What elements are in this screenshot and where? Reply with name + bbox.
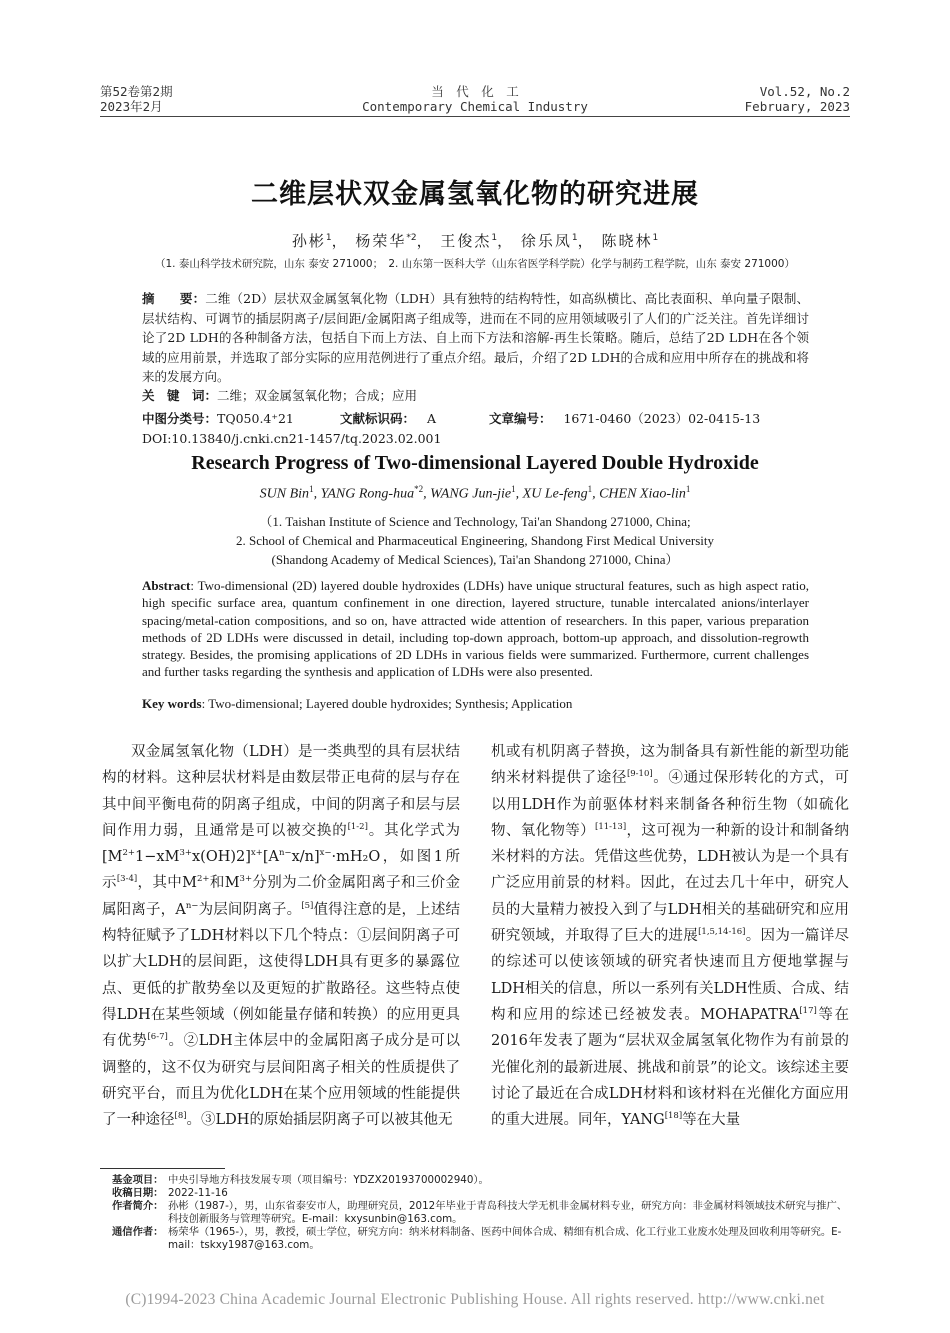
running-header-right [745, 84, 850, 114]
body-text: 等在2016年发表了题为“层状双金属氢氧化物作为有前景的光催化剂的最新进展、挑战和前景”的论文。该综述主要讨论了最近在合成LDH材料和该材料在光催化方面应用的重大进展。同年，YANG [491, 1006, 850, 1129]
body-text: 和M [209, 875, 240, 892]
footnote-divider [100, 1168, 225, 1169]
footnote-text: 中央引导地方科技发展专项（项目编号：YDZX20193700002940）。 [168, 1174, 489, 1186]
author-affiliation-mark: 1 [685, 484, 691, 494]
document-code-field [340, 409, 436, 427]
journal-name-cn: 当 代 化 工 [431, 84, 519, 99]
author-affiliation-mark: 1 [571, 233, 578, 243]
body-text: ，这可视为一种新的设计和制备纳米材料的方法。凭借这些优势，LDH被认为是一个具有广泛应用前景的材料。因此，在过去几十年中，研究人员的大量精力被投入到了与LDH相关的基础研究和应用研究领域，并取得了巨大的进展 [491, 822, 850, 945]
citation[interactable]: [17] [799, 1006, 817, 1017]
affiliation-cn: （1. 泰山科学技术研究院，山东 泰安 271000； 2. 山东第一医科大学（山东省医学科学院）化学与制药工程学院，山东 泰安 271000） [155, 258, 795, 270]
article-number-field [489, 409, 760, 427]
clc-value: TQ050.4⁺21 [217, 411, 294, 426]
author-name: 徐乐凤 [520, 232, 572, 250]
article-number-value: 1671-0460（2023）02-0415-13 [563, 411, 761, 426]
author-affiliation-mark: 1 [491, 233, 498, 243]
citation[interactable]: [6-7] [147, 1032, 168, 1043]
body-text: 1−xM [135, 849, 180, 866]
keywords-label-cn: 关 键 词： [142, 388, 218, 403]
paper-title-cn: 二维层状双金属氢氧化物的研究进展 [251, 179, 699, 210]
keywords-text-en: : Two-dimensional; Layered double hydroxides; Synthesis; Application [201, 696, 573, 711]
footnote-received-date [112, 1187, 857, 1200]
superscript: 2+ [122, 848, 136, 859]
doi[interactable]: DOI:10.13840/j.cnki.cn21-1457/tq.2023.02.001 [142, 431, 442, 446]
citation[interactable]: [3-4] [116, 874, 138, 885]
affiliation-line: (Shandong Academy of Medical Sciences), Tai'an Shandong 271000, China） [271, 552, 679, 567]
author-affiliation-mark: 1 [309, 484, 314, 494]
author-affiliation-mark: 1 [587, 484, 593, 494]
citation[interactable]: [1,5,14-16] [698, 927, 746, 938]
body-text: 双金属氢氧化物（LDH）是一类典型的具有层状结构的材料。这种层状材料是由数层带正电荷的层与存在其中间平衡电荷的阴离子组成，中间的阴离子和层与层间作用力弱，且通常是可以被交换的 [102, 744, 460, 839]
superscript: 3+ [179, 848, 192, 859]
paper-title-en: Research Progress of Two-dimensional Layered Double Hydroxide [191, 452, 759, 474]
author-affiliation-mark: 1 [325, 233, 332, 243]
body-column-left [102, 739, 460, 1133]
keywords-en [142, 696, 572, 712]
superscript: n− [278, 848, 292, 859]
document-code-label: 文献标识码： [340, 411, 416, 426]
footnote-text: 孙彬（1987-），男，山东省泰安市人，助理研究员，2012年毕业于青岛科技大学无机非金属材料专业，研究方向：非金属材料领域技术研究与推广、科技创新服务与管理等研究。E-mail：kxysunbin@163.com。 [168, 1200, 848, 1225]
author-list-cn: 孙彬$^1$， 杨荣华$^{*2}$， 王俊杰$^1$， 徐乐凤$^1$， 陈晓林$^1$ [291, 232, 659, 250]
body-text: 等在大量 [682, 1112, 741, 1129]
author-name: YANG Rong-hua [320, 486, 415, 502]
journal-name-en: Contemporary Chemical Industry [362, 99, 588, 114]
superscript: x− [319, 848, 332, 859]
author-name: CHEN Xiao-lin [599, 486, 686, 502]
footnote-corresponding-author [112, 1226, 857, 1252]
body-text: 为层间阴离子。 [198, 901, 302, 918]
body-text: ·mH₂O，如图1所示 [102, 849, 460, 892]
author-name: WANG Jun-jie [430, 486, 512, 502]
superscript: x+ [250, 848, 263, 859]
keywords-cn [142, 386, 417, 404]
body-text: 值得注意的是，上述结构特征赋予了LDH材料以下几个特点：①层间阴离子可以扩大LDH的层间距，这使得LDH具有更多的暴露位点、更低的扩散势垒以及更短的扩散路径。这些特点使得LDH在某些领域（例如能量存储和转换）的应用更具有优势 [102, 901, 460, 1050]
body-text: 分别为二价金属阳离子和三价金属阳离子，A [102, 875, 461, 918]
author-name: SUN Bin [259, 486, 310, 502]
citation[interactable]: [5] [301, 900, 314, 911]
body-text: 机或有机阴离子替换，这为制备具有新性能的新型功能纳米材料提供了途径 [491, 744, 849, 787]
body-text: ，其中M [137, 875, 197, 892]
volume-issue: 第52卷第2期 [100, 84, 173, 99]
footnote-text: 杨荣华（1965-），男，教授，硕士学位，研究方向：纳米材料制备、医药中间体合成、精细有机合成、化工行业工业废水处理及回收利用等研究。E-mail：tskxy1987@163.com。 [168, 1226, 842, 1251]
abstract-text-en: : Two-dimensional (2D) layered double hydroxides (LDHs) have unique structural features, such as high aspect ratio, high specific surface area, quantum confinement in one direction, layered structure, tunable intercalated anions/interlayer spacing/metal-cation compositions, and so on, have attracted wide attention of researchers. In this paper, various preparation methods of 2D LDHs were discussed in detail, including top-down approach, bottom-up approach, and dissolution-regrowth strategy. Besides, the promising applications of 2D LDHs in various fields were summarized. Furthermore, current challenges and further tasks regarding the synthesis and application of LDHs were also presented. [142, 578, 809, 680]
citation[interactable]: [1-2] [347, 822, 368, 833]
body-text: 。因为一篇详尽的综述可以使该领域的研究者快速而且方便地掌握与LDH相关的信息，所以一系列有关LDH性质、合成、结构和应用的综述已经被发表。MOHAPATRA [491, 928, 849, 1023]
author-name: 杨荣华 [355, 232, 407, 250]
author-affiliation-mark: 1 [652, 233, 659, 243]
body-text: 。④通过保形转化的方式，可以用LDH作为前驱体材料来制备各种衍生物（如硫化物、氧化物等） [491, 770, 850, 839]
keywords-label-en: Key words [142, 696, 202, 711]
footnote-author-bio [112, 1200, 857, 1226]
citation[interactable]: [18] [664, 1111, 683, 1122]
abstract-label-en: Abstract [142, 578, 191, 593]
author-name: 王俊杰 [440, 232, 492, 250]
author-name: 陈晓林 [601, 232, 653, 250]
publication-date: 2023年2月 [100, 99, 163, 114]
citation[interactable]: [8] [174, 1111, 187, 1122]
affiliation-line: 2. School of Chemical and Pharmaceutical Engineering, Shandong First Medical University [235, 533, 714, 548]
body-text: [A [262, 849, 279, 866]
affiliation-en [0, 512, 950, 569]
footnote-label: 基金项目： [112, 1174, 164, 1186]
footnote-text: 2022-11-16 [168, 1187, 228, 1199]
abstract-en [142, 577, 809, 681]
clc-label: 中图分类号： [142, 411, 218, 426]
author-name: 孙彬 [291, 232, 326, 250]
abstract-text-cn: 二维（2D）层状双金属氢氧化物（LDH）具有独特的结构特性，如高纵横比、高比表面积、单向量子限制、层状结构、可调节的插层阴离子/层间距/金属阳离子组成等，进而在不同的应用领域吸引了人们的广泛关注。首先详细讨论了2D LDH的各种制备方法，包括自下而上方法、自上而下方法和溶解-再生长策略。随后，总结了2D LDH在各个领域的应用前景，并选取了部分实际的应用范例进行了重点介绍。最后，介绍了2D LDH的合成和应用中所存在的挑战和将来的发展方向。 [142, 291, 809, 384]
footnotes [112, 1174, 857, 1252]
author-affiliation-mark: 1 [511, 484, 516, 494]
superscript: n− [185, 900, 199, 911]
author-list-en: SUN Bin$^1$, YANG Rong-hua$^{*2}$, WANG Jun-jie$^1$, XU Le-feng$^1$, CHEN Xiao-lin$^1$ [259, 484, 691, 502]
footnote-label: 作者简介： [112, 1200, 164, 1212]
superscript: 2+ [196, 874, 210, 885]
citation[interactable]: [11-13] [595, 822, 627, 833]
author-affiliation-mark: *2 [414, 484, 424, 494]
body-text: x(OH)2] [191, 849, 251, 866]
footnote-label: 收稿日期： [112, 1187, 164, 1199]
citation[interactable]: [9-10] [626, 769, 653, 780]
document-code-value: A [426, 411, 436, 426]
author-name: XU Le-feng [522, 486, 588, 502]
footnote-label: 通信作者： [112, 1226, 164, 1238]
publication-date-en: February, 2023 [744, 99, 850, 114]
body-text: 。②LDH主体层中的金属阳离子成分是可以调整的，这不仅为研究与层间阳离子相关的性质提供了研究平台，而且为优化LDH在某个应用领域的性能提供了一种途径 [102, 1033, 460, 1129]
body-text: 。③LDH的原始插层阴离子可以被其他无 [186, 1112, 453, 1129]
volume-issue-en: Vol.52, No.2 [759, 84, 850, 99]
body-column-right [491, 739, 849, 1133]
author-affiliation-mark: *2 [406, 233, 417, 243]
affiliation-line: （1. Taishan Institute of Science and Technology, Tai'an Shandong 271000, China; [259, 514, 691, 529]
copyright-notice: (C)1994-2023 China Academic Journal Electronic Publishing House. All rights reserved. http://www.cnki.net [125, 1291, 825, 1308]
article-number-label: 文章编号： [489, 411, 552, 426]
body-text: 。其化学式为[M [102, 822, 460, 866]
keywords-text-cn: 二维；双金属氢氧化物；合成；应用 [217, 388, 418, 403]
body-text: x/n] [291, 849, 320, 866]
abstract-cn [142, 289, 809, 387]
abstract-label-cn: 摘 要： [142, 291, 206, 306]
footnote-funding [112, 1174, 857, 1187]
header-divider [100, 116, 850, 117]
superscript: 3+ [239, 874, 253, 885]
clc-field [142, 409, 294, 427]
